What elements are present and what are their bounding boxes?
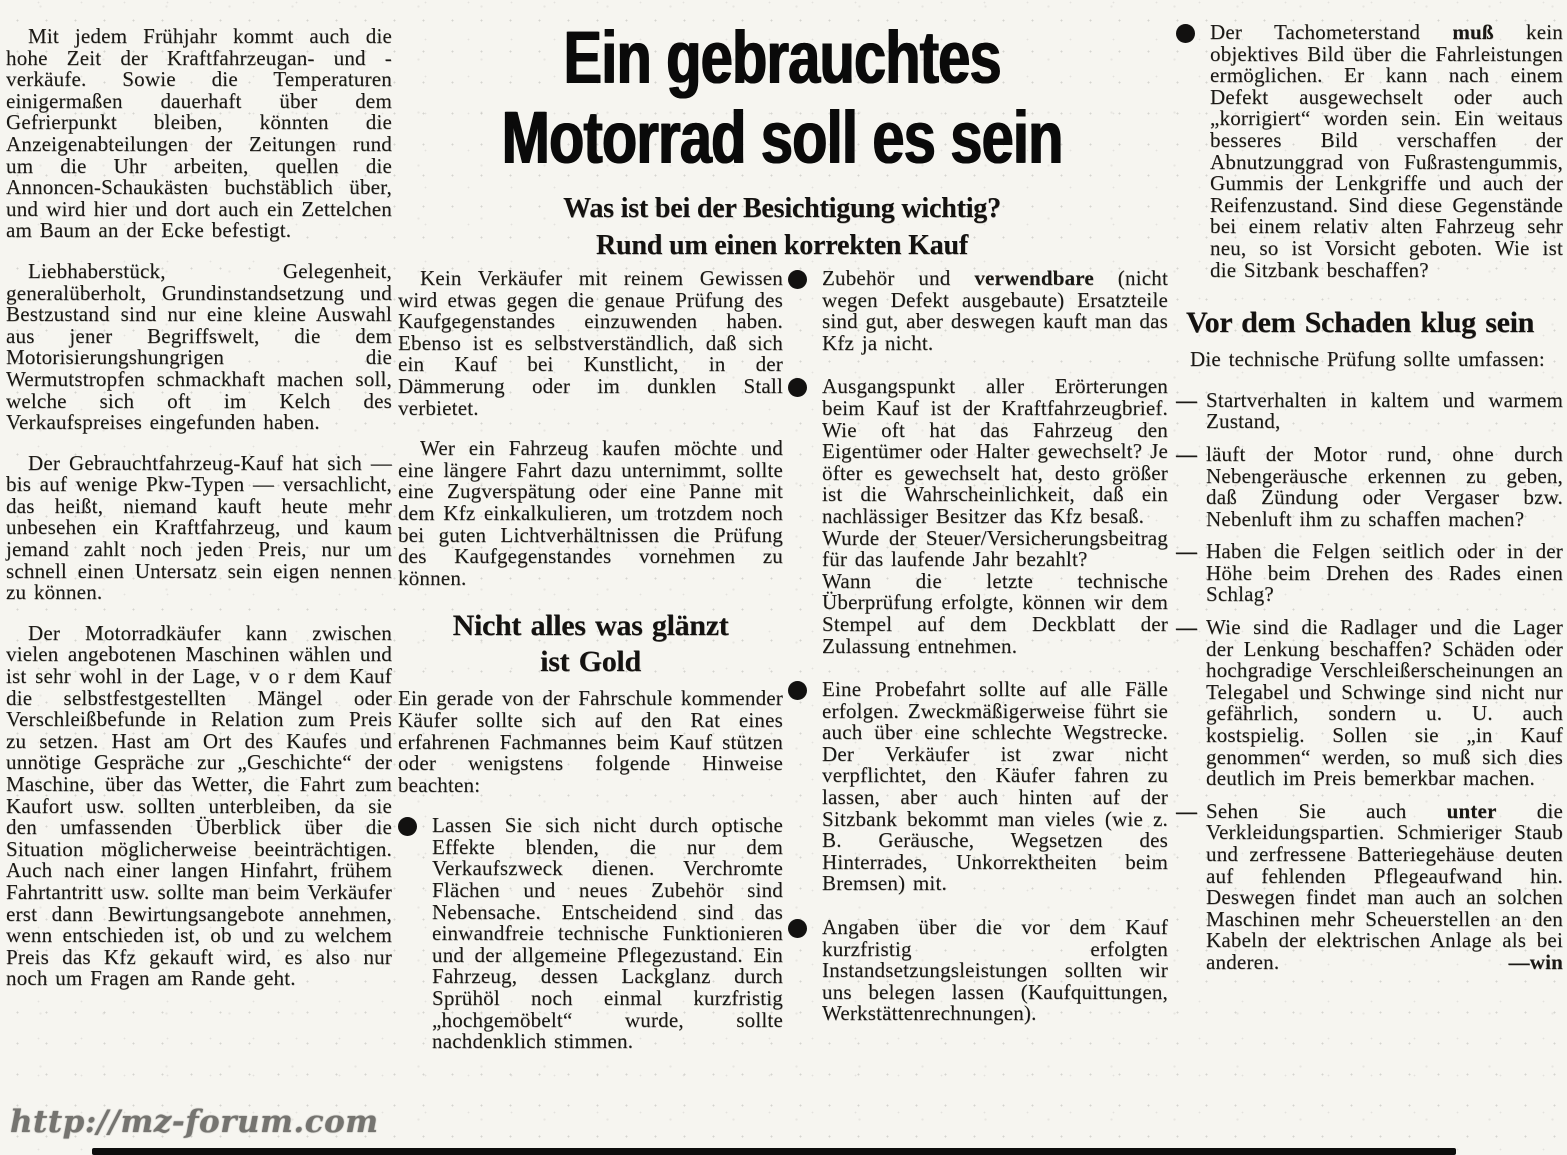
bullet-text: Der Tachometerstand muß kein objektives Bild über die Fahrleistungen ermöglichen. Er kann nach einem Defekt ausgewechselt oder auch „korrigiert“ worden sein. Ein weitaus besseres Bild verschaffen der Abnutzunggrad von Fußrastengummis, Gummis der Lenkgriffe und auch der Reifenzustand. Sind diese Gegenstände bei einem relativ alten Fahrzeug sehr neu, so ist Vorsicht geboten. Wie ist die Sitzbank beschaffen? — [1210, 20, 1564, 282]
subheading-nicht-alles-was-glaenzt — [398, 608, 783, 680]
watermark-url: http://mz-forum.com — [10, 1104, 379, 1140]
column-2 — [398, 268, 783, 1075]
paragraph-technische-pruefung: Die technische Prüfung sollte umfassen: — [1190, 347, 1545, 372]
bullet-item-tachometerstand — [1176, 22, 1563, 281]
dash-text: läuft der Motor rund, ohne durch Nebengeräusche erkennen zu geben, daß Zündung oder Vergaser bzw. Nebenluft ihm zu schaffen machen? — [1206, 441, 1563, 531]
bullet-icon — [788, 681, 807, 700]
bullet-item-optische-effekte — [398, 815, 783, 1053]
dash-item-startverhalten — [1176, 387, 1563, 434]
dash-text: Startverhalten in kaltem und warmem Zustand, — [1206, 387, 1563, 434]
bullet-item-kraftfahrzeugbrief — [788, 376, 1168, 657]
dash-text: Sehen Sie auch unter die Verkleidungspartien. Schmieriger Staub und zerfressene Batteriegehäuse deuten auf fehlenden Pflegeaufwand hin. Deswegen findet man auch an solchen Maschinen mehr Scheuerstellen an den Kabeln der elektrischen Anlage als bei anderen. —win — [1206, 798, 1563, 974]
dash-icon: — — [1176, 387, 1197, 412]
dash-text: Wie sind die Radlager und die Lager der Lenkung beschaffen? Schäden oder hochgradige Verschleißerscheinungen an Telegabel und Schwinge sind nicht nur gefährlich, sondern u. U. auch kostspielig. Sollen sie „in Kauf genommen“ werden, so muß sich dies deutlich im Preis bemerkbar machen. — [1206, 615, 1563, 791]
paragraph-wer-ein-fahrzeug: Wer ein Fahrzeug kaufen möchte und eine längere Fahrt dazu unternimmt, sollte eine Zugverspätung oder eine Panne mit dem Kfz einkalkulieren, um trotzdem noch bei guten Lichtverhältnissen die Prüfung des Kaufgegenstandes vornehmen zu können. — [398, 436, 783, 590]
bullet-item-zubehoer — [788, 268, 1168, 354]
bullet-icon — [398, 817, 417, 836]
bullet-icon — [1176, 24, 1195, 43]
dash-item-verkleidung — [1176, 798, 1563, 974]
headline-line1: Ein gebrauchtes — [563, 16, 1001, 99]
bullet-icon — [788, 378, 807, 397]
bold-word: unter — [1446, 798, 1497, 823]
scan-edge-bar — [92, 1148, 1456, 1155]
dash-item-radlager — [1176, 617, 1563, 790]
author-signature: —win — [1508, 949, 1563, 974]
bullet-text: Eine Probefahrt sollte auf alle Fälle erfolgen. Zweckmäßigerweise führt sie auch über eine schlechte Wegstrecke. Der Verkäufer ist zwar nicht verpflichtet, den Käufer fahren zu lassen, aber auch hinten auf der Sitzbank bekommt man vieles (wie z. B. Geräusche, Wegsetzen des Hinterrades, Unkorrektheiten beim Bremsen) mit. — [822, 677, 1168, 896]
paragraph-liebhaberstueck: Liebhaberstück, Gelegenheit, generalüberholt, Grundinstandsetzung und Bestzustand sind nur eine kleine Auswahl aus jener Begriffswelt, die dem Motorisierungshungrigen die Wermutstropfen schmackhaft machen soll, welche sich oft im Kelch des Verkaufspreises eingefunden haben. — [6, 258, 392, 435]
bullet-item-instandsetzung — [788, 917, 1168, 1025]
subheading-line2: ist Gold — [540, 645, 641, 679]
paragraph-kein-verkaeufer: Kein Verkäufer mit reinem Gewissen wird etwas gegen die genaue Prüfung des Kaufgegenstandes einzuwenden haben. Ebenso ist es selbstverständlich, daß sich ein Kauf bei Kunstlicht, in der Dämmerung oder im dunklen Stall verbietet. — [398, 266, 783, 420]
dash-icon: — — [1176, 539, 1197, 564]
dash-icon: — — [1176, 615, 1197, 640]
paragraph-intro: Mit jedem Frühjahr kommt auch die hohe Zeit der Kraftfahrzeugan- und -verkäufe. Sowie die Temperaturen einigermaßen dauerhaft über dem Gefrierpunkt bleiben, könnten die Anzeigenabteilungen der Zeitungen rund um die Uhr arbeiten, quellen die Annoncen-Schaukästen buchstäblich über, und wird hier und dort auch ein Zettelchen am Baum an der Ecke befestigt. — [6, 24, 392, 243]
subtitle-besichtigung: Was ist bei der Besichtigung wichtig? — [563, 193, 1001, 224]
dash-item-motor-rund — [1176, 441, 1563, 531]
subheading-vor-dem-schaden: Vor dem Schaden klug sein — [1186, 306, 1535, 340]
column-4 — [1176, 22, 1563, 985]
dash-text: Haben die Felgen seitlich oder in der Höhe beim Drehen des Rades einen Schlag? — [1206, 539, 1563, 607]
subtitle-korrekter-kauf: Rund um einen korrekten Kauf — [596, 230, 968, 261]
bullet-text: Lassen Sie sich nicht durch optische Effekte blenden, die nur dem Verkaufszweck dienen. Verchromte Flächen und neues Zubehör sind Nebensache. Entscheidend sind das einwandfreie technische Funktionieren und der allgemeine Pflegezustand. Ein Fahrzeug, dessen Lackglanz durch Sprühöl noch einmal kurzfristig „hochgemöbelt“ wurde, sollte nachdenklich stimmen. — [432, 813, 783, 1054]
dash-icon: — — [1176, 798, 1197, 823]
paragraph-gebrauchtfahrzeug: Der Gebrauchtfahrzeug-Kauf hat sich — bis auf wenige Pkw-Typen — versachlicht, das heißt, niemand kauft heute mehr unbesehen ein Kraftfahrzeug, und kaum jemand zahlt noch jeden Preis, nur um schnell einen Untersatz sein eigen nennen zu können. — [6, 450, 392, 605]
bullet-text: Ausgangspunkt aller Erörterungen beim Kauf ist der Kraftfahrzeugbrief. Wie oft hat das Fahrzeug den Eigentümer oder Halter gewechselt? Je öfter es gewechselt hat, desto größer ist die Wahrscheinlichkeit, daß ein nachlässiger Besitzer das Kfz besaß. Wurde der Steuer/Versicherungsbeitrag für das laufende Jahr bezahlt? Wann die letzte technische Überprüfung erfolgte, können wir dem Stempel auf dem Deckblatt der Zulassung entnehmen. — [822, 374, 1168, 658]
paragraph-motorradkaeufer: Der Motorradkäufer kann zwischen vielen angebotenen Maschinen wählen und ist sehr wohl in der Lage, v o r dem Kauf die selbstfestgestellten Mängel oder Verschleißbefunde in Relation zum Preis zu setzen. Hast am Ort des Kaufes und unnötige Gespräche zur „Geschichte“ der Maschine, über das Wetter, die Fahrt zum Kaufort usw. sollten unterbleiben, da sie den umfassenden Überblick über die Situation möglicherweise beeinträchtigen. Auch nach einer langen Hinfahrt, frühem Fahrtantritt usw. sollte man beim Verkäufer erst dann Bewirtungsangebote annehmen, wenn entschieden ist, ob und zu welchem Preis das Kfz gekauft wird, es also nur noch um Fragen am Rande geht. — [6, 620, 392, 991]
column-1 — [6, 26, 392, 1009]
article-header — [398, 18, 1166, 264]
bullet-text: Zubehör und verwendbare (nicht wegen Defekt ausgebaute) Ersatzteile sind gut, aber deswegen kauft man das Kfz ja nicht. — [822, 266, 1168, 355]
bullet-icon — [788, 919, 807, 938]
bullet-icon — [788, 270, 807, 289]
headline-line2: Motorrad soll es sein — [501, 96, 1063, 179]
bold-word: verwendbare — [974, 266, 1094, 290]
column-3 — [788, 268, 1168, 1047]
dash-icon: — — [1176, 441, 1197, 466]
dash-item-felgen — [1176, 541, 1563, 606]
headline — [482, 18, 1081, 178]
bold-word: muß — [1452, 20, 1494, 44]
bullet-text: Angaben über die vor dem Kauf kurzfristig erfolgten Instandsetzungsleistungen sollten wir uns belegen lassen (Kaufquittungen, Werkstättenrechnungen). — [822, 915, 1168, 1026]
bullet-item-probefahrt — [788, 679, 1168, 895]
subheading-line1: Nicht alles was glänzt — [452, 609, 729, 643]
paragraph-fahrschule: Ein gerade von der Fahrschule kommender Käufer sollte sich auf den Rat eines erfahrenen Fachmannes beim Kauf stützen oder wenigstens folgende Hinweise beachten: — [398, 686, 783, 797]
